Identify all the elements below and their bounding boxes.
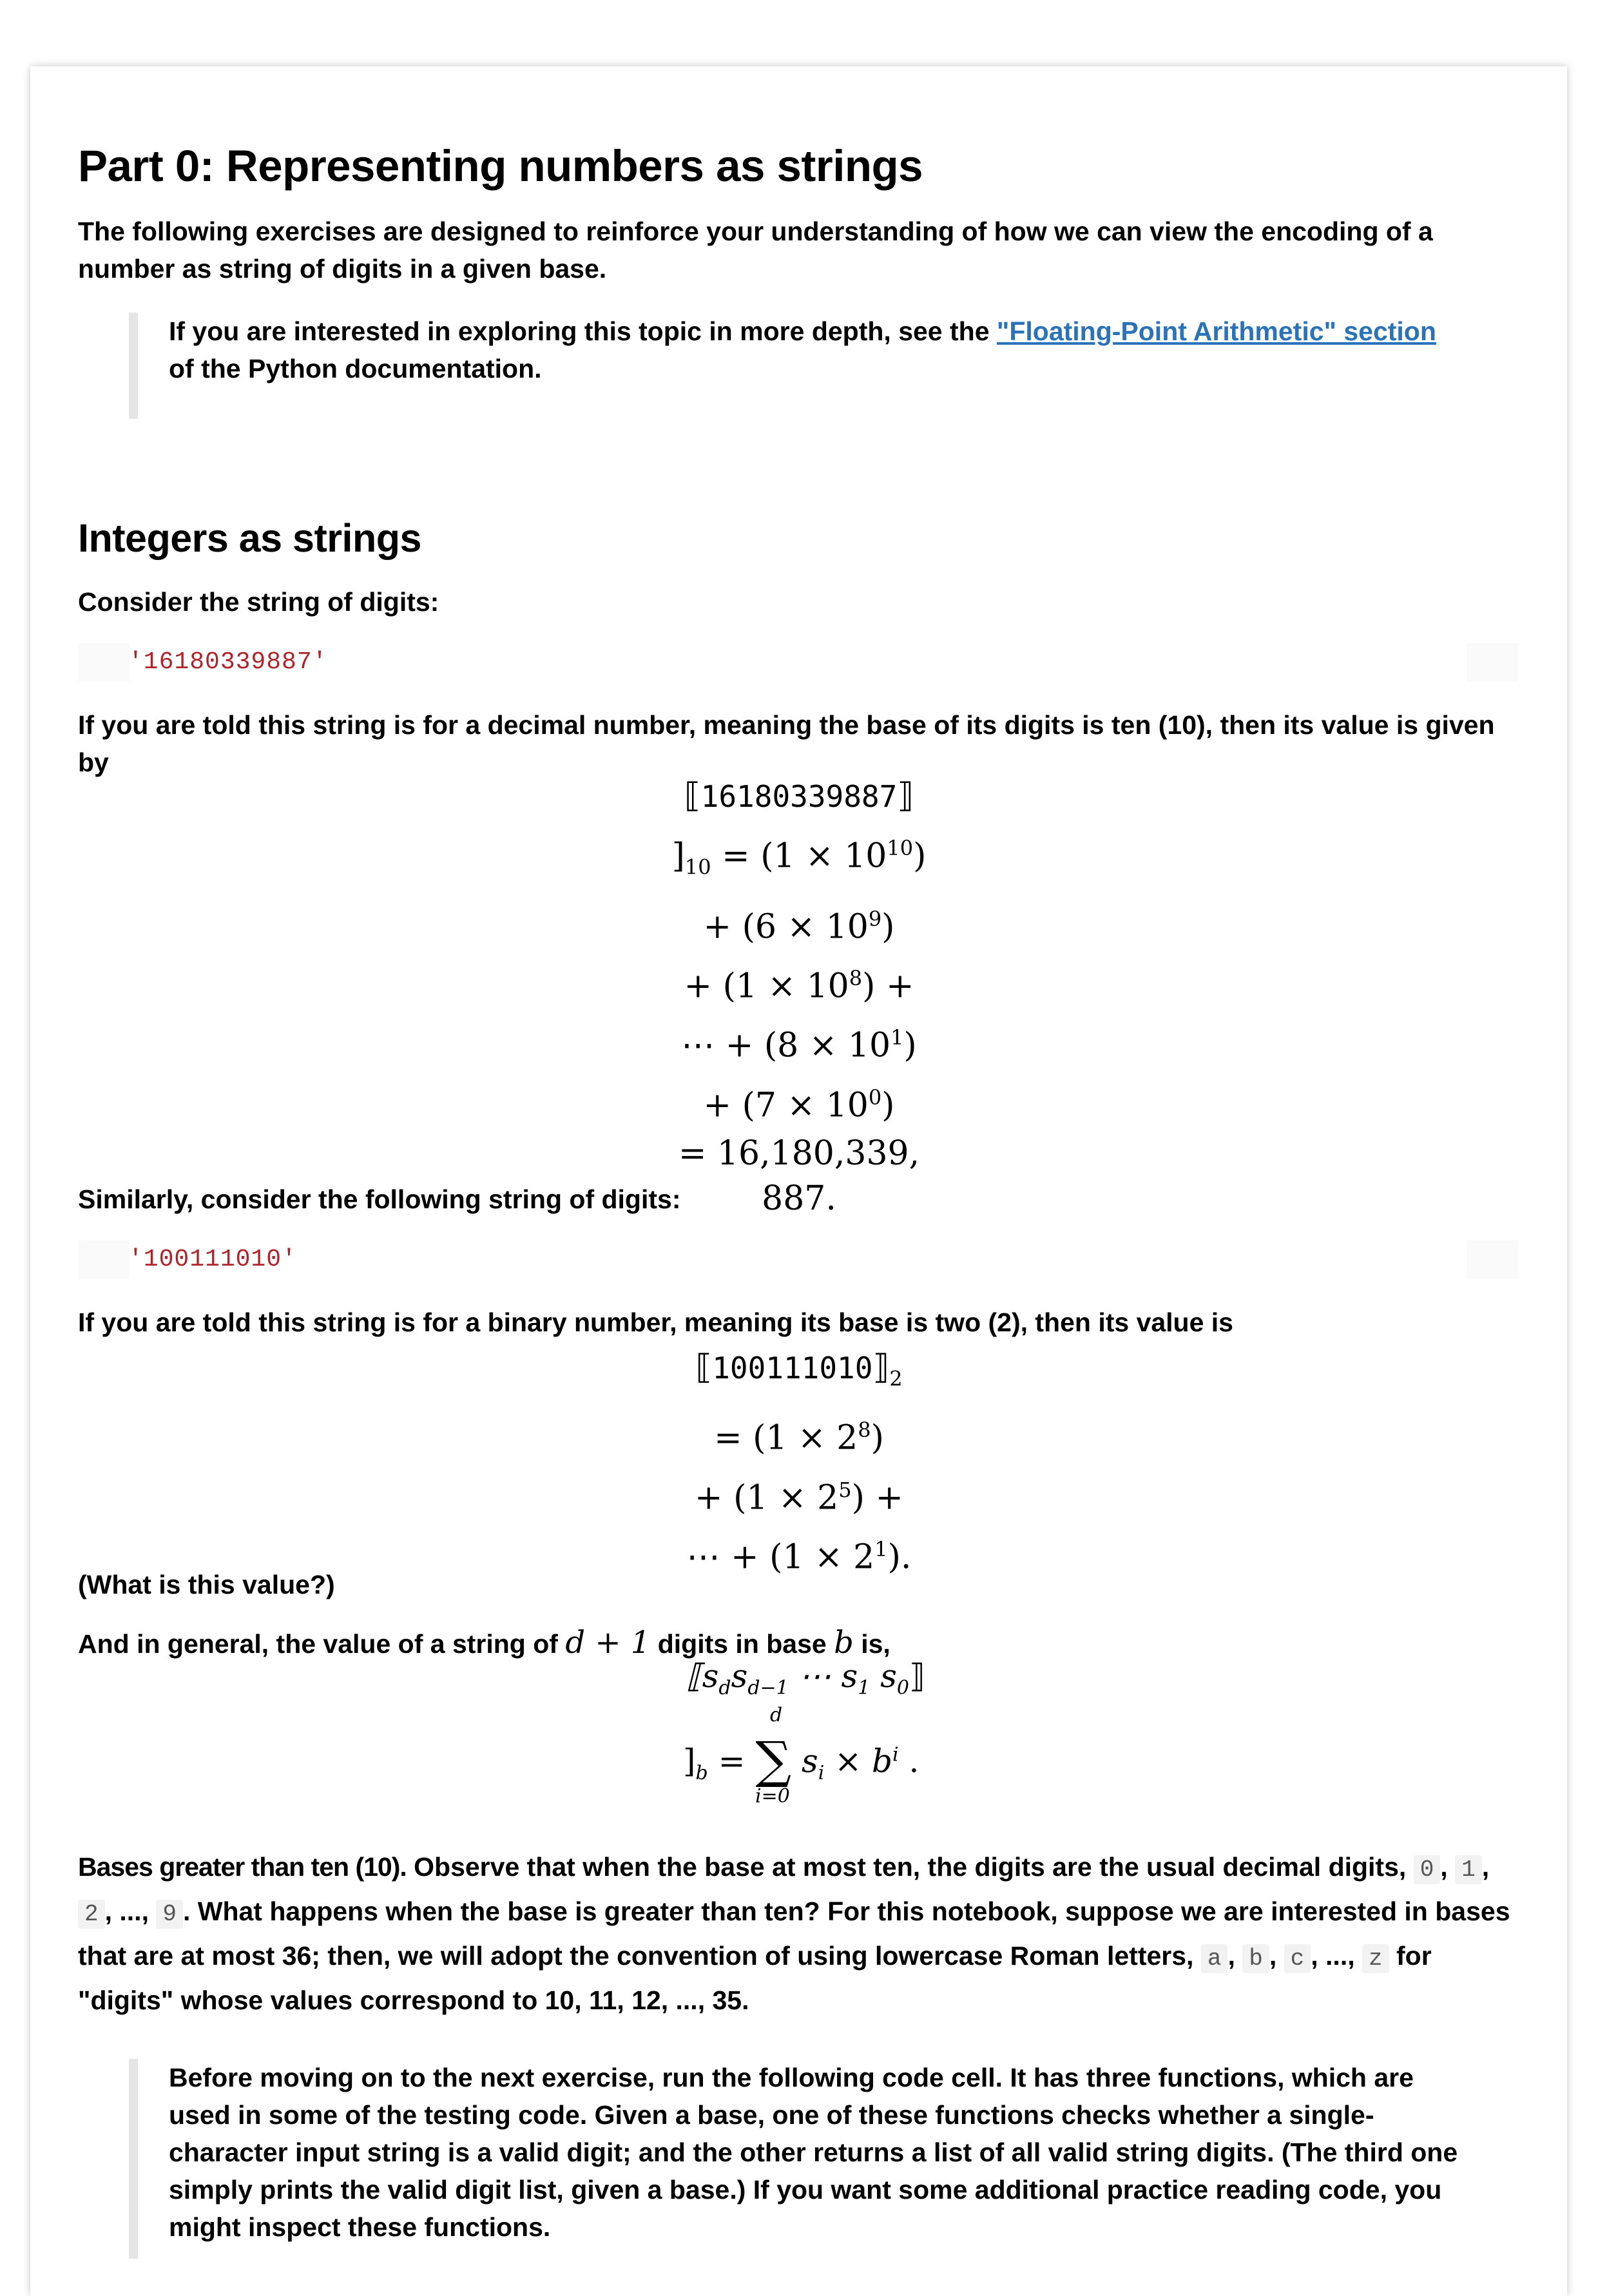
- decimal-paragraph: If you are told this string is for a decimal number, meaning the base of its digits is ten (10), then its value is given by: [78, 710, 1495, 777]
- code-decimal-string: '16180339887': [128, 648, 328, 676]
- digit-a-code: a: [1201, 1944, 1228, 1973]
- eq-exp: 8: [849, 966, 863, 991]
- code-gutter-right: [1467, 643, 1518, 682]
- general-paragraph: [78, 1624, 1521, 1663]
- intro-paragraph: The following exercises are designed to reinforce your understanding of how we can view the encoding of a number as string of digits in a given base.: [78, 217, 1433, 284]
- eq-term: = (1 × 2: [714, 1418, 858, 1458]
- general-text-mid: digits in base: [650, 1629, 834, 1659]
- eq-term: ⋯ + (8 × 10: [681, 1026, 891, 1065]
- bases-text-2: . What happens when the base is greater than ten? For this notebook, suppose we are interested in bases that are at most 36; then, we will adopt the convention of using lowercase Roman letters,: [78, 1896, 1510, 1971]
- code-block-decimal: [78, 643, 1518, 682]
- general-equation: [683, 1657, 954, 1812]
- sum-upper: d: [770, 1704, 783, 1726]
- note-blockquote-2: Before moving on to the next exercise, run the following code cell. It has three functions, which are used in some of the testing code. Given a base, one of these functions checks whether a single-character input string is a valid digit; and the other returns a list of all valid string digits. (The third one simply prints the valid digit list, given a base.) If you want some additional practice reading code, you might inspect these functions.: [129, 2059, 1477, 2259]
- general-text-after: is,: [853, 1629, 890, 1659]
- sum-symbol: ∑: [755, 1732, 792, 1790]
- eq-term: + (1 × 10: [684, 967, 849, 1006]
- eq-exp: 0: [868, 1085, 882, 1110]
- eq-base: b: [695, 1762, 708, 1784]
- sum-lower: i=0: [755, 1785, 790, 1808]
- math-var-b: b: [834, 1625, 854, 1661]
- eq-exp: 8: [858, 1418, 871, 1443]
- bases-paragraph: Bases greater than ten (10). Observe that when the base at most ten, the digits are the usual decimal digits, 0 , 1 , 2 , ..., 9 . What happens when the base is greater than ten? For this notebook, suppose we are interested in bases that are at most 36; then, we will adopt the convention of using lowercase Roman letters, a , b , c , ..., z for "digits" whose values correspond to 10, 11, 12, ..., 35.: [78, 1852, 1510, 2015]
- eq-term: = (1 × 10: [722, 836, 887, 876]
- eq-line: = 16,180,339,: [678, 1134, 920, 1173]
- eq-exp: 9: [868, 906, 882, 931]
- note1-text-after: of the Python documentation.: [169, 354, 542, 383]
- python-docs-link[interactable]: "Floating-Point Arithmetic" section: [996, 316, 1436, 346]
- eq-line: + $(7 \times 10^0)$: [703, 1085, 895, 1125]
- digit-0-code: 0: [1414, 1855, 1441, 1884]
- eq-term: + (1 × 2: [695, 1478, 839, 1518]
- code-gutter-right: [1467, 1240, 1518, 1279]
- decimal-equation: [606, 770, 992, 1221]
- math-var-d-plus-1: d + 1: [565, 1625, 651, 1661]
- eq-line: + $(1 \times 10^8)$ +: [684, 966, 914, 1006]
- eq-decimal-digits: 16180339887: [700, 779, 898, 814]
- eq-line: + $(1 \times 2^5)$ +: [695, 1477, 903, 1518]
- question-text: (What is this value?): [78, 1570, 335, 1599]
- eq-line: ⋯ + $(8 \times 10^1)$: [681, 1025, 917, 1065]
- code-block-binary: [78, 1240, 1518, 1279]
- eq-exp: 1: [874, 1537, 888, 1562]
- code-gutter: [78, 643, 130, 682]
- eq-base: 2: [889, 1366, 903, 1391]
- eq-exp: 1: [890, 1025, 904, 1050]
- general-text-before: And in general, the value of a string of: [78, 1629, 566, 1659]
- eq-line: $⟦100111010⟧_2$: [695, 1348, 903, 1391]
- eq-exp: 10: [887, 836, 914, 860]
- eq-line: ]$_{10} = (1 \times 10^{10})$: [671, 836, 927, 880]
- binary-equation: [638, 1342, 960, 1583]
- digit-c-code: c: [1284, 1944, 1311, 1973]
- page-title: Part 0: Representing numbers as strings: [78, 141, 923, 191]
- similarly-text: Similarly, consider the following string of digits:: [78, 1184, 681, 1214]
- note-blockquote-1: [129, 313, 1451, 419]
- binary-paragraph: If you are told this string is for a binary number, meaning its base is two (2), then its value is: [78, 1307, 1233, 1337]
- note1-text-before: If you are interested in exploring this topic in more depth, see the: [169, 316, 997, 346]
- eq-term: + (7 × 10: [703, 1086, 869, 1125]
- digit-b-code: b: [1242, 1944, 1269, 1973]
- digit-2-code: 2: [78, 1900, 105, 1929]
- digit-z-code: z: [1362, 1944, 1389, 1973]
- digit-1-code: 1: [1455, 1855, 1482, 1884]
- digit-9-code: 9: [156, 1900, 183, 1929]
- eq-term: + (6 × 10: [703, 907, 869, 947]
- eq-line: ⋯ + $(1 \times 2^1)$.: [686, 1537, 912, 1577]
- section-heading-integers: Integers as strings: [78, 516, 421, 560]
- consider-text: Consider the string of digits:: [78, 587, 439, 617]
- bases-text-1: Observe that when the base at most ten, the digits are the usual decimal digits,: [406, 1852, 1414, 1882]
- bases-bold-lead: Bases greater than ten (10).: [78, 1852, 407, 1882]
- code-gutter: [78, 1240, 130, 1279]
- eq-exp: 5: [838, 1477, 852, 1502]
- eq-binary-digits: 100111010: [712, 1351, 873, 1385]
- eq-line: $⟦s_ds_{d-1}$ ⋯ $s_1$ $s_0⟧$: [686, 1657, 925, 1699]
- eq-line: ]$_b$ = ∑ $s_i \times b^i$ .: [683, 1732, 919, 1790]
- eq-base: 10: [684, 854, 711, 880]
- eq-term: ⋯ + (1 × 2: [686, 1538, 875, 1577]
- eq-line: = $(1 \times 2^8)$: [714, 1418, 884, 1458]
- eq-line: 887.: [762, 1179, 836, 1219]
- eq-line: + $(6 \times 10^9)$: [703, 906, 895, 947]
- bases-text-3: for "digits" whose values correspond to 10, 11, 12, ..., 35.: [78, 1941, 1432, 2015]
- code-binary-string: '100111010': [128, 1246, 297, 1273]
- eq-line: ⟦16180339887⟧: [684, 777, 914, 815]
